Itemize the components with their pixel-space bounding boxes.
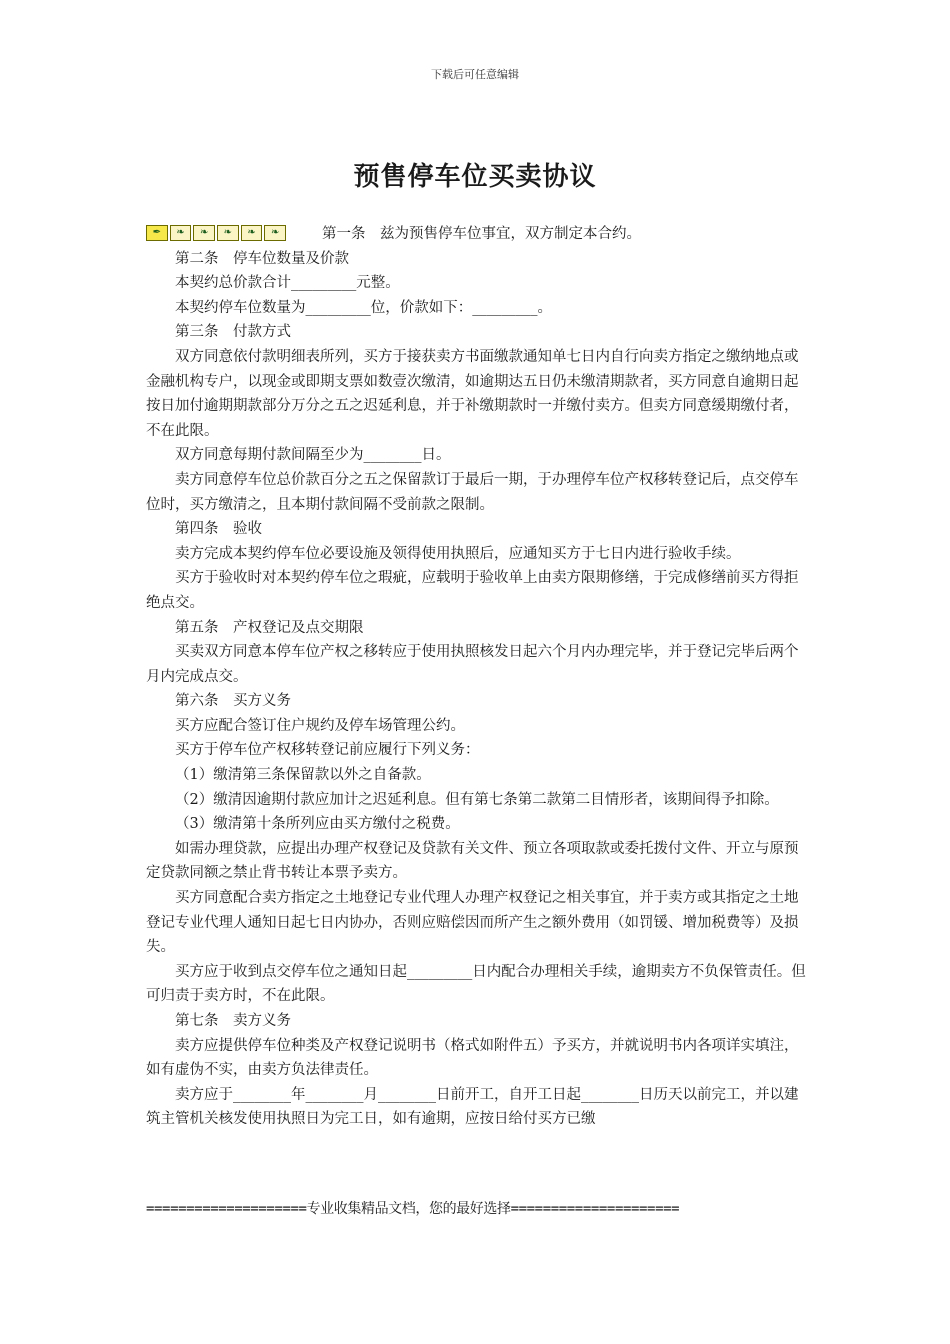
toolbar-icon-strip: [146, 225, 286, 241]
paragraph: 买方于验收时对本契约停车位之瑕疵，应载明于验收单上由卖方限期修缮，于完成修缮前买方得拒绝点交。: [146, 570, 799, 611]
article-heading: 第二条 停车位数量及价款: [175, 250, 349, 267]
article-heading: 第五条 产权登记及点交期限: [175, 619, 364, 636]
article-heading: 第七条 卖方义务: [175, 1013, 291, 1029]
paragraph-1: [146, 222, 810, 247]
paragraph: 本契约停车位数量为_________位，价款如下：_________。: [175, 299, 552, 316]
paragraph: 买卖双方同意本停车位产权之移转应于使用执照核发日起六个月内办理完毕，并于登记完毕后两个月内完成点交。: [146, 644, 799, 685]
paper-icon: ❧: [170, 225, 192, 241]
paragraph: 卖方同意停车位总价款百分之五之保留款订于最后一期，于办理停车位产权移转登记后，点交停车位时，买方缴清之，且本期付款间隔不受前款之限制。: [146, 471, 799, 513]
paper-icon: ❧: [241, 225, 263, 241]
header-note: 下载后可任意编辑: [431, 68, 519, 81]
article-heading: 第三条 付款方式: [175, 324, 291, 341]
paragraph: 本契约总价款合计_________元整。: [175, 275, 400, 292]
paragraph: 卖方应提供停车位种类及产权登记说明书（格式如附件五）予买方，并就说明书内各项详实填注，如有虚伪不实，由卖方负法律责任。: [146, 1037, 799, 1079]
list-item: （3）缴清第十条所列应由买方缴付之税费。: [175, 816, 460, 833]
paragraph: 卖方完成本契约停车位必要设施及领得使用执照后，应通知买方于七日内进行验收手续。: [175, 545, 741, 562]
paragraph: 买方同意配合卖方指定之土地登记专业代理人办理产权登记之相关事宜，并于卖方或其指定之土地登记专业代理人通知日起七日内协办，否则应赔偿因而所产生之额外费用（如罚锾、增加税费等）及损失。: [146, 890, 799, 956]
paper-icon: ❧: [193, 225, 215, 241]
paragraph: 买方应于收到点交停车位之通知日起_________日内配合办理相关手续，逾期卖方不负保管责任。但可归责于卖方时，不在此限。: [146, 963, 806, 1005]
paragraph: 双方同意每期付款间隔至少为________日。: [175, 447, 451, 464]
paragraph: 双方同意依付款明细表所列，买方于接获卖方书面缴款通知单七日内自行向卖方指定之缴纳地点或金融机构专户，以现金或即期支票如数壹次缴清，如逾期达五日仍未缴清期款者，买方同意自逾期日起按日加付逾期期款部分万分之五之迟延利息，并于补缴期款时一并缴付卖方。但卖方同意缓期缴付者，不在此限。: [146, 348, 799, 439]
paragraph: 如需办理贷款，应提出办理产权登记及贷款有关文件、预立各项取款或委托拨付文件、开立与原预定贷款同额之禁止背书转让本票予卖方。: [146, 840, 799, 882]
paragraph: 买方于停车位产权移转登记前应履行下列义务：: [175, 742, 480, 759]
paragraph: 买方应配合签订住户规约及停车场管理公约。: [175, 717, 465, 734]
paper-icon: ❧: [264, 225, 286, 241]
paragraph: 卖方应于________年________月________日前开工，自开工日起________日历天以前完工，并以建筑主管机关核发使用执照日为完工日，如有逾期，应按日给付买方已缴: [146, 1086, 799, 1128]
footer-banner: ====================专业收集精品文档，您的最好选择=====================: [146, 1201, 680, 1217]
article-heading: 第六条 买方义务: [175, 693, 291, 710]
paragraph-text: 第一条 兹为预售停车位事宜，双方制定本合约。: [322, 226, 641, 242]
document-body: [146, 222, 810, 1132]
article-heading: 第四条 验收: [175, 521, 262, 538]
feather-icon: ✒: [146, 225, 168, 241]
document-title: 预售停车位买卖协议: [353, 162, 597, 192]
list-item: （1）缴清第三条保留款以外之自备款。: [175, 767, 431, 784]
paper-icon: ❧: [217, 225, 239, 241]
list-item: （2）缴清因逾期付款应加计之迟延利息。但有第七条第二款第二目情形者，该期间得予扣除。: [175, 791, 779, 808]
